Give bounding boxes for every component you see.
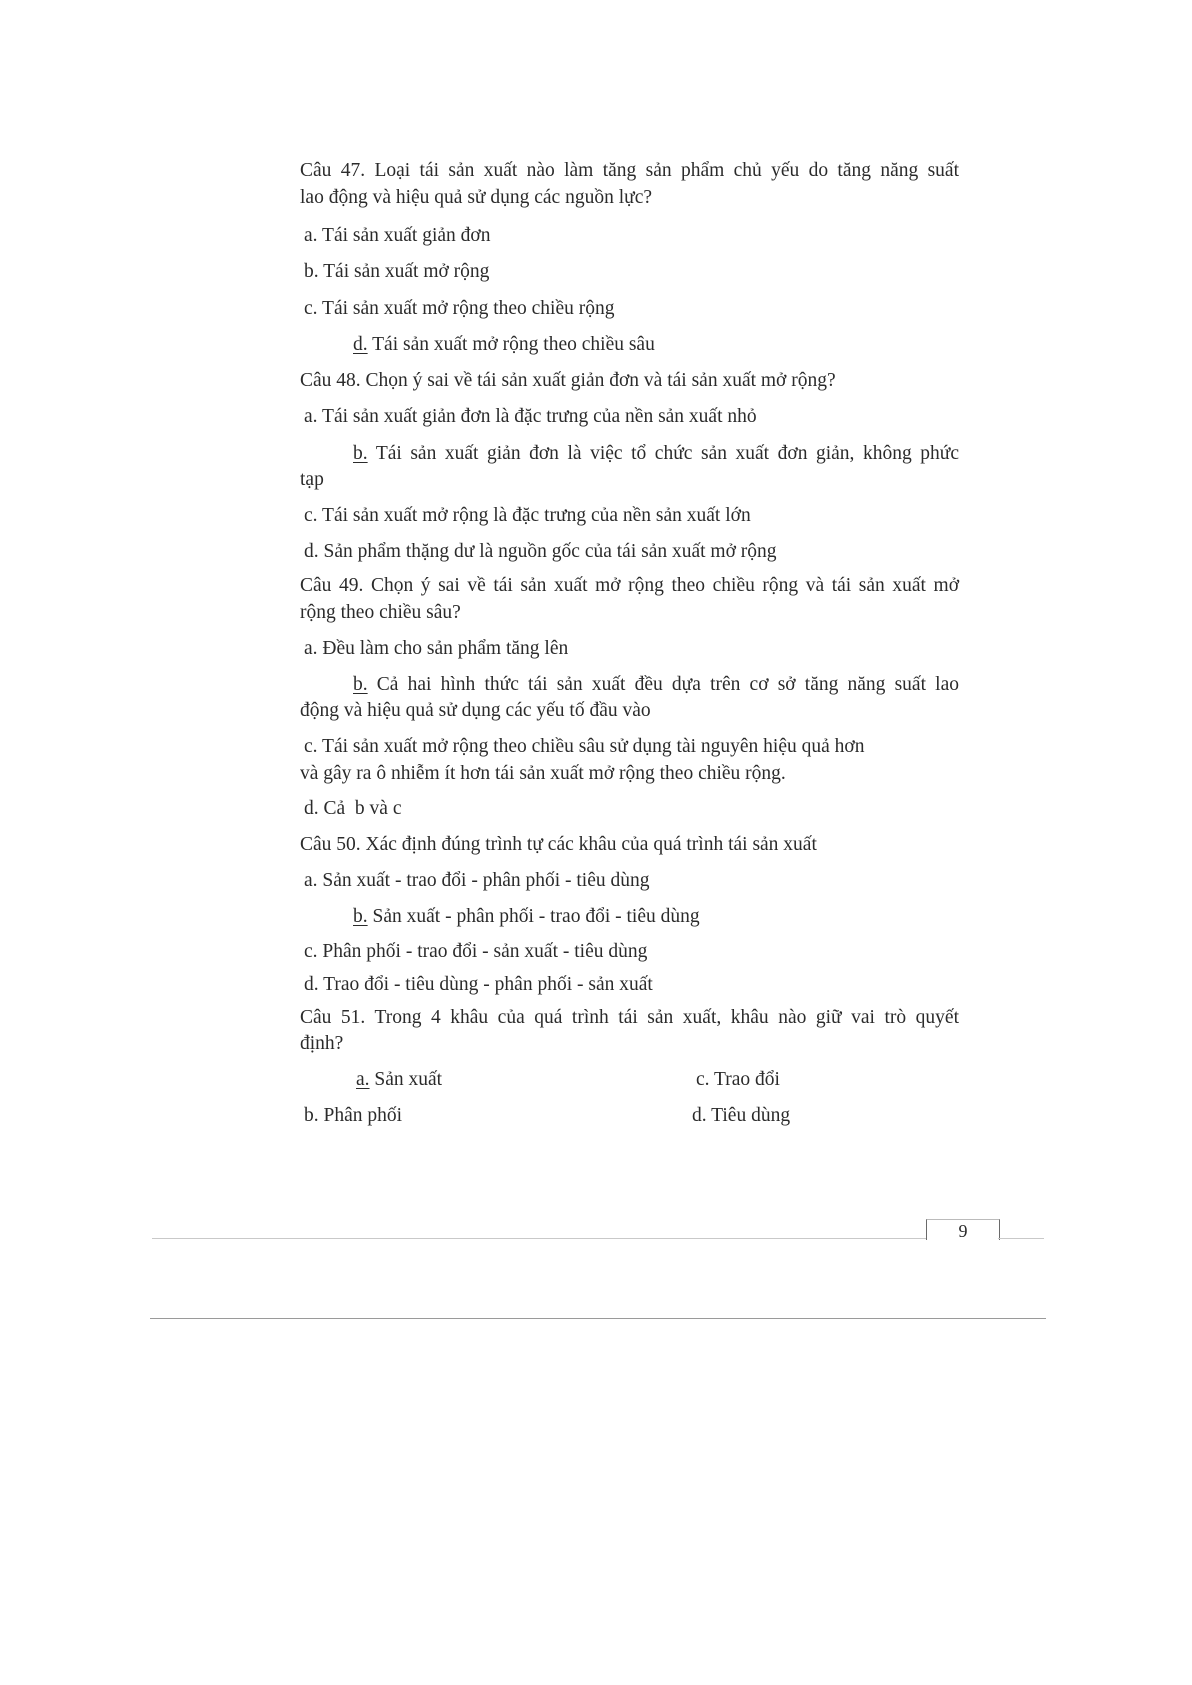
question-49-option-b xyxy=(353,672,959,698)
question-49-option-b-cont: động và hiệu quả sử dụng các yếu tố đầu vào xyxy=(300,700,651,721)
option-text: Tái sản xuất mở rộng theo chiều sâu xyxy=(367,334,655,355)
question-47-option-a: a. Tái sản xuất giản đơn xyxy=(304,225,491,246)
question-49-option-c-cont: và gây ra ô nhiễm ít hơn tái sản xuất mở rộng theo chiều rộng. xyxy=(300,763,786,784)
bottom-divider xyxy=(150,1318,1046,1319)
question-48-option-b xyxy=(353,441,959,467)
question-49-stem-cont: rộng theo chiều sâu? xyxy=(300,602,461,623)
question-51-stem-cont: định? xyxy=(300,1033,344,1054)
question-51-stem: Câu 51. Trong 4 khâu của quá trình tái sản xuất, khâu nào giữ vai trò quyết xyxy=(300,1007,959,1028)
option-text: Sản xuất xyxy=(369,1069,443,1090)
option-text: Cả hai hình thức tái sản xuất đều dựa trên cơ sở tăng năng suất lao xyxy=(367,674,959,695)
question-51-option-c: c. Trao đổi xyxy=(696,1069,780,1090)
question-50-option-c: c. Phân phối - trao đổi - sản xuất - tiêu dùng xyxy=(304,941,648,962)
page-number: 9 xyxy=(958,1221,968,1241)
question-51-option-d: d. Tiêu dùng xyxy=(692,1105,791,1126)
question-49-option-d: d. Cả b và c xyxy=(304,798,402,819)
question-51-option-b: b. Phân phối xyxy=(304,1105,403,1126)
question-51-option-a xyxy=(356,1067,442,1093)
footer-rule-right xyxy=(998,1238,1044,1239)
correct-answer-marker: b. xyxy=(353,443,368,464)
correct-answer-marker: a. xyxy=(356,1069,370,1090)
question-47-stem: Câu 47. Loại tái sản xuất nào làm tăng sản phẩm chủ yếu do tăng năng suất xyxy=(300,160,959,181)
question-49-option-a: a. Đều làm cho sản phẩm tăng lên xyxy=(304,638,569,659)
question-48-stem: Câu 48. Chọn ý sai về tái sản xuất giản đơn và tái sản xuất mở rộng? xyxy=(300,370,836,391)
question-49-stem: Câu 49. Chọn ý sai về tái sản xuất mở rộng theo chiều rộng và tái sản xuất mở xyxy=(300,575,959,596)
question-50-option-a: a. Sản xuất - trao đổi - phân phối - tiêu dùng xyxy=(304,870,650,891)
footer-rule-left xyxy=(152,1238,926,1239)
question-48-option-b-cont: tạp xyxy=(300,469,324,490)
correct-answer-marker: b. xyxy=(353,906,368,927)
question-47-option-d xyxy=(353,332,655,358)
option-text: Sản xuất - phân phối - trao đổi - tiêu dùng xyxy=(367,906,700,927)
correct-answer-marker: b. xyxy=(353,674,368,695)
question-49-option-c: c. Tái sản xuất mở rộng theo chiều sâu sử dụng tài nguyên hiệu quả hơn xyxy=(304,736,865,757)
question-48-option-a: a. Tái sản xuất giản đơn là đặc trưng của nền sản xuất nhỏ xyxy=(304,406,757,427)
question-48-option-c: c. Tái sản xuất mở rộng là đặc trưng của nền sản xuất lớn xyxy=(304,505,751,526)
question-47-option-b: b. Tái sản xuất mở rộng xyxy=(304,261,490,282)
question-50-option-d: d. Trao đổi - tiêu dùng - phân phối - sản xuất xyxy=(304,974,653,995)
question-48-option-d: d. Sản phẩm thặng dư là nguồn gốc của tái sản xuất mở rộng xyxy=(304,541,777,562)
question-50-stem: Câu 50. Xác định đúng trình tự các khâu của quá trình tái sản xuất xyxy=(300,834,817,855)
question-50-option-b xyxy=(353,904,700,930)
page-number-box xyxy=(926,1219,1000,1240)
question-47-stem-cont: lao động và hiệu quả sử dụng các nguồn lực? xyxy=(300,187,652,208)
option-text: Tái sản xuất giản đơn là việc tổ chức sản xuất đơn giản, không phức xyxy=(367,443,959,464)
correct-answer-marker: d. xyxy=(353,334,368,355)
question-47-option-c: c. Tái sản xuất mở rộng theo chiều rộng xyxy=(304,298,615,319)
